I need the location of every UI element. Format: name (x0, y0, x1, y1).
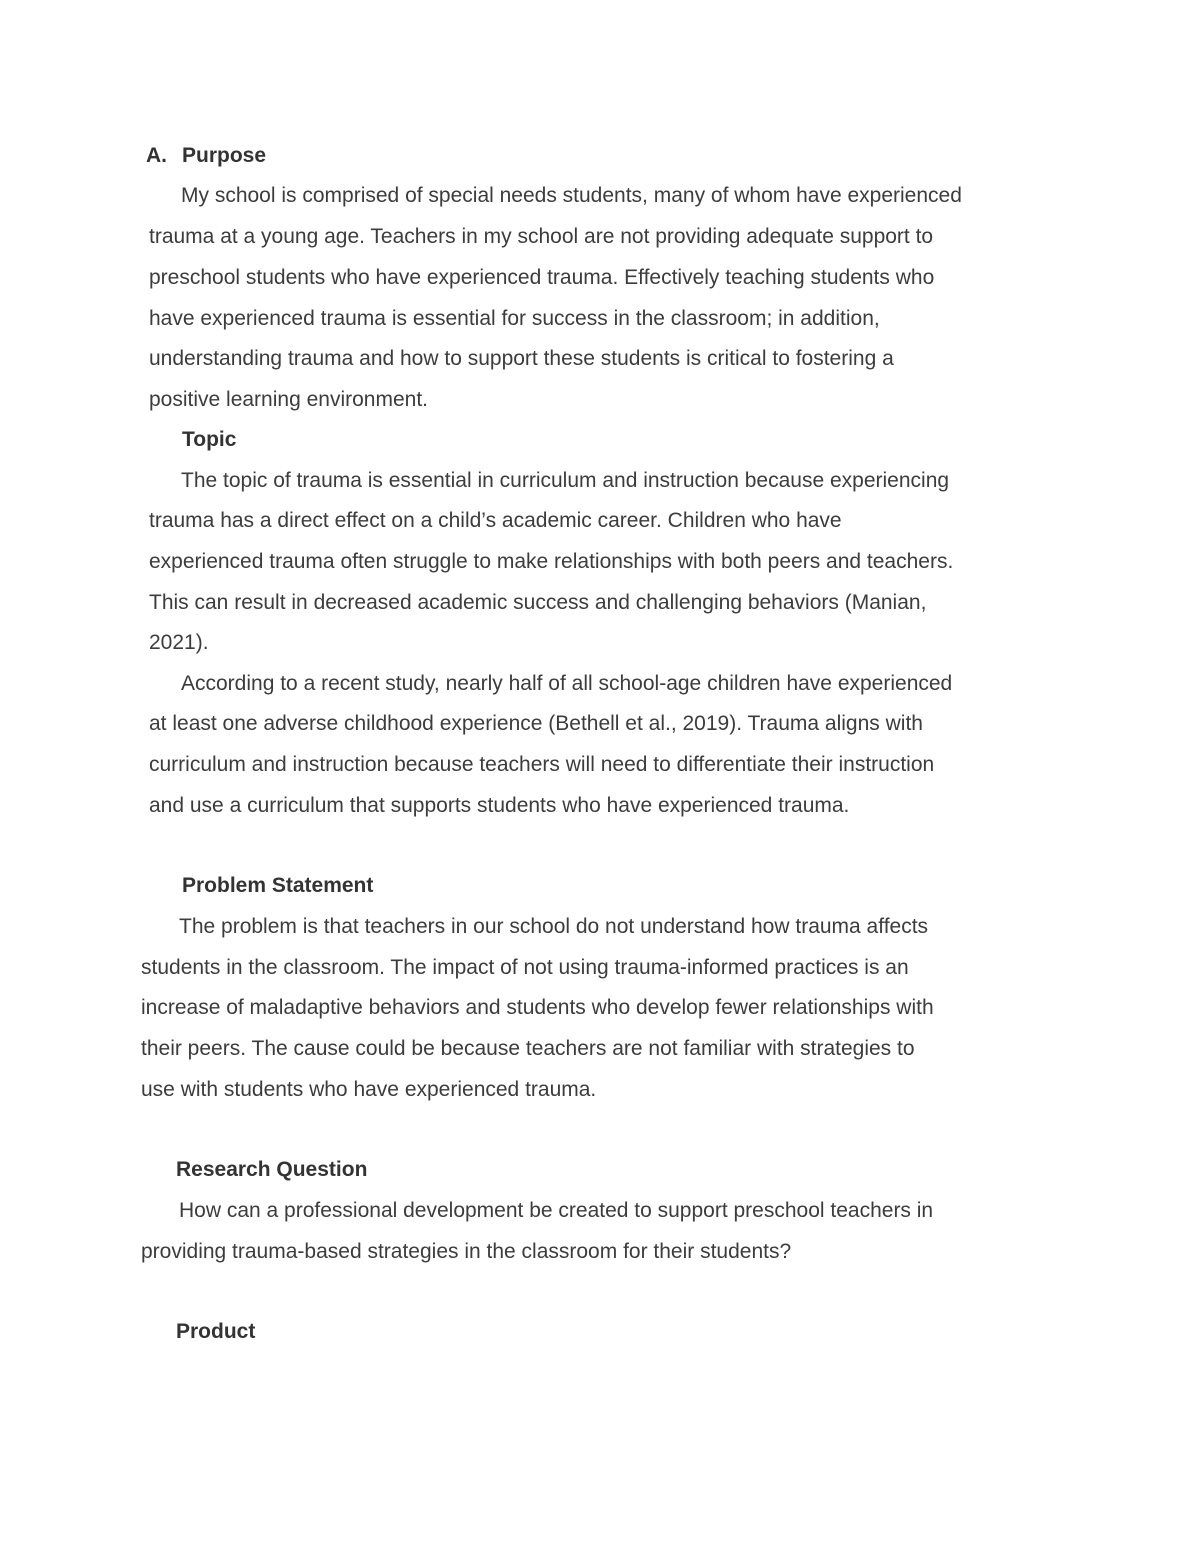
problem-line: their peers. The cause could be because teachers are not familiar with strategies to (141, 1037, 915, 1060)
purpose-line: My school is comprised of special needs students, many of whom have experienced (181, 184, 962, 207)
heading-product: Product (176, 1320, 256, 1343)
problem-line: increase of maladaptive behaviors and students who develop fewer relationships with (141, 996, 934, 1019)
purpose-line: have experienced trauma is essential for success in the classroom; in addition, (149, 307, 880, 330)
topic-line: at least one adverse childhood experience (Bethell et al., 2019). Trauma aligns with (149, 712, 923, 735)
topic-line: 2021). (149, 631, 209, 654)
heading-purpose: Purpose (182, 144, 267, 167)
topic-line: trauma has a direct effect on a child’s academic career. Children who have (149, 509, 842, 532)
purpose-line: trauma at a young age. Teachers in my school are not providing adequate support to (149, 225, 934, 248)
research-line: providing trauma-based strategies in the classroom for their students? (141, 1240, 792, 1263)
purpose-line: preschool students who have experienced trauma. Effectively teaching students who (149, 266, 935, 289)
topic-line: curriculum and instruction because teachers will need to differentiate their instruction (149, 753, 935, 776)
heading-problem-statement: Problem Statement (182, 874, 374, 897)
heading-topic: Topic (182, 428, 237, 451)
section-marker-a: A. (146, 144, 167, 167)
topic-line: and use a curriculum that supports students who have experienced trauma. (149, 794, 850, 817)
heading-research-question: Research Question (176, 1158, 368, 1181)
research-line: How can a professional development be created to support preschool teachers in (179, 1199, 934, 1222)
topic-line: According to a recent study, nearly half of all school-age children have experienced (181, 672, 953, 695)
problem-line: use with students who have experienced trauma. (141, 1078, 597, 1101)
purpose-line: positive learning environment. (149, 388, 428, 411)
purpose-line: understanding trauma and how to support these students is critical to fostering a (149, 347, 894, 370)
topic-line: The topic of trauma is essential in curriculum and instruction because experiencing (181, 469, 950, 492)
problem-line: students in the classroom. The impact of not using trauma-informed practices is an (141, 956, 909, 979)
topic-line: This can result in decreased academic success and challenging behaviors (Manian, (149, 591, 927, 614)
problem-line: The problem is that teachers in our school do not understand how trauma affects (179, 915, 929, 938)
topic-line: experienced trauma often struggle to make relationships with both peers and teachers. (149, 550, 954, 573)
